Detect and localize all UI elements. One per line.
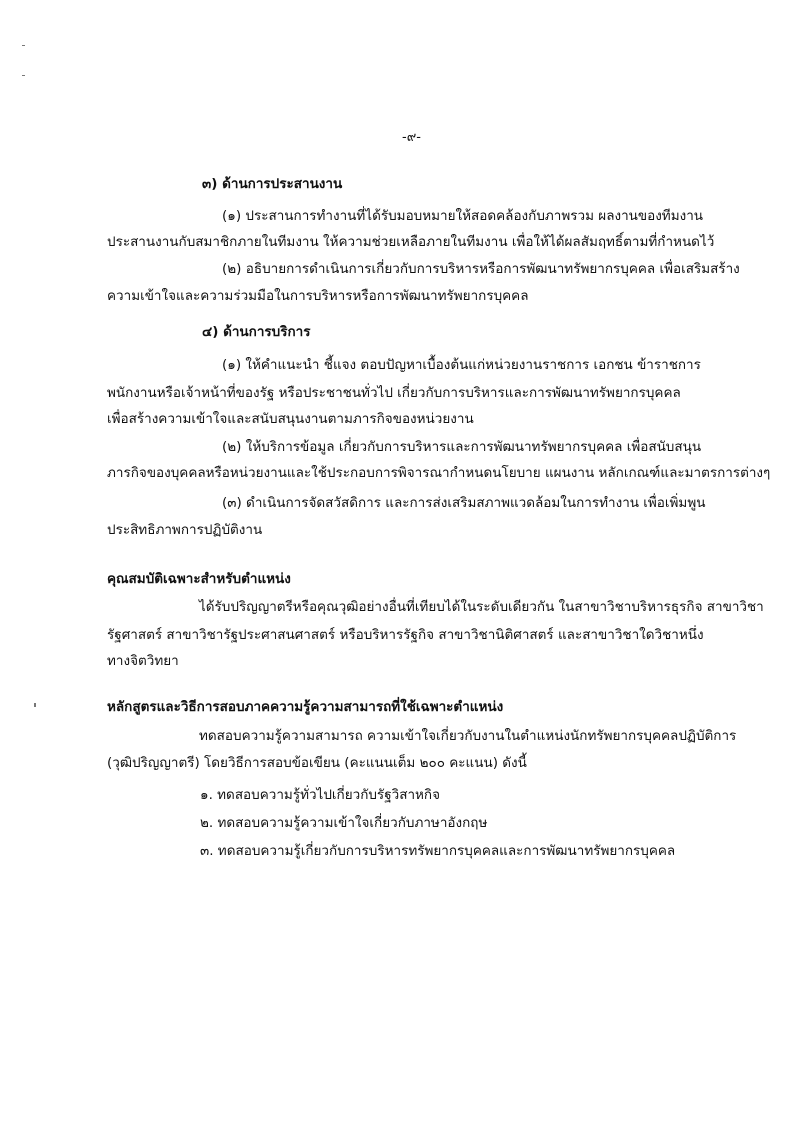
section-heading-coordination: ๓) ด้านการประสานงาน: [202, 176, 343, 192]
body-line: ได้รับปริญญาตรีหรือคุณวุฒิอย่างอื่นที่เทียบได้ในระดับเดียวกัน ในสาขาวิชาบริหารธุรกิจ สาขาวิชา: [199, 599, 764, 615]
body-line: (๒) อธิบายการดำเนินการเกี่ยวกับการบริหารหรือการพัฒนาทรัพยากรบุคคล เพื่อเสริมสร้าง: [222, 261, 740, 277]
scan-speck: [22, 45, 25, 46]
body-line: (๒) ให้บริการข้อมูล เกี่ยวกับการบริหารและการพัฒนาทรัพยากรบุคคล เพื่อสนับสนุน: [222, 439, 702, 455]
exam-item: ๓. ทดสอบความรู้เกี่ยวกับการบริหารทรัพยากรบุคคลและการพัฒนาทรัพยากรบุคคล: [200, 843, 676, 859]
section-heading-service: ๔) ด้านการบริการ: [202, 324, 311, 340]
body-line: ความเข้าใจและความร่วมมือในการบริหารหรือการพัฒนาทรัพยากรบุคคล: [107, 288, 529, 304]
body-line: ภารกิจของบุคคลหรือหน่วยงานและใช้ประกอบการพิจารณากำหนดนโยบาย แผนงาน หลักเกณฑ์และมาตรการต่างๆ: [107, 465, 771, 481]
body-line: ทดสอบความรู้ความสามารถ ความเข้าใจเกี่ยวกับงานในตำแหน่งนักทรัพยากรบุคคลปฏิบัติการ: [199, 728, 737, 744]
body-line: รัฐศาสตร์ สาขาวิชารัฐประศาสนศาสตร์ หรือบริหารรัฐกิจ สาขาวิชานิติศาสตร์ และสาขาวิชาใดวิชาหนึ่ง: [107, 627, 704, 643]
body-line: (วุฒิปริญญาตรี) โดยวิธีการสอบข้อเขียน (คะแนนเต็ม ๒๐๐ คะแนน) ดังนี้: [107, 755, 527, 771]
body-line: ประสิทธิภาพการปฏิบัติงาน: [107, 522, 263, 538]
body-line: ทางจิตวิทยา: [107, 653, 179, 669]
body-line: (๓) ดำเนินการจัดสวัสดิการ และการส่งเสริมสภาพแวดล้อมในการทำงาน เพื่อเพิ่มพูน: [222, 495, 706, 511]
curriculum-heading: หลักสูตรและวิธีการสอบภาคความรู้ความสามารถที่ใช้เฉพาะตำแหน่ง: [107, 699, 504, 715]
body-line: (๑) ให้คำแนะนำ ชี้แจง ตอบปัญหาเบื้องต้นแก่หน่วยงานราชการ เอกชน ข้าราชการ: [222, 357, 701, 373]
body-line: เพื่อสร้างความเข้าใจและสนับสนุนงานตามภารกิจของหน่วยงาน: [107, 411, 474, 427]
body-line: ประสานงานกับสมาชิกภายในทีมงาน ให้ความช่วยเหลือภายในทีมงาน เพื่อให้ได้ผลสัมฤทธิ์ตามที่กำหนดไว้: [107, 234, 715, 250]
body-line: (๑) ประสานการทำงานที่ได้รับมอบหมายให้สอดคล้องกับภาพรวม ผลงานของทีมงาน: [222, 208, 704, 224]
exam-item: ๑. ทดสอบความรู้ทั่วไปเกี่ยวกับรัฐวิสาหกิจ: [200, 787, 441, 803]
scan-speck: [22, 75, 25, 76]
page-number: -๙-: [402, 130, 421, 145]
body-line: พนักงานหรือเจ้าหน้าที่ของรัฐ หรือประชาชนทั่วไป เกี่ยวกับการบริหารและการพัฒนาทรัพยากรบุคคล: [107, 385, 681, 401]
exam-item: ๒. ทดสอบความรู้ความเข้าใจเกี่ยวกับภาษาอังกฤษ: [200, 815, 488, 831]
scan-speck: [34, 703, 36, 707]
qualification-heading: คุณสมบัติเฉพาะสำหรับตำแหน่ง: [107, 571, 291, 587]
